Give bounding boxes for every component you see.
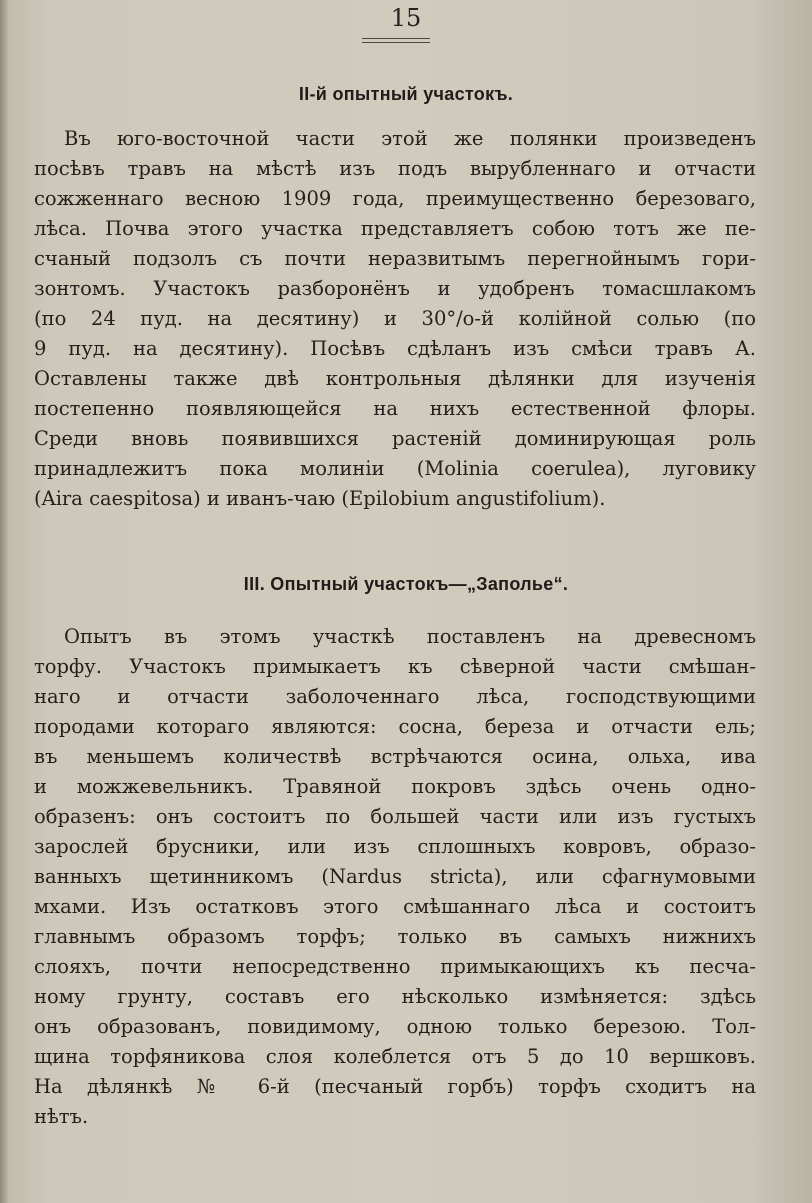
text-line: постепенно появляющейся на нихъ естественной флоры. [34, 397, 756, 420]
text-line: мхами. Изъ остатковъ этого смѣшаннаго лѣса и состоитъ [34, 895, 756, 918]
text-line: (Aira caespitosa) и иванъ-чаю (Epilobium angustifolium). [34, 487, 606, 510]
text-line: образенъ: онъ состоитъ по большей части или изъ густыхъ [34, 805, 756, 828]
text-line: щина торфяникова слоя колеблется отъ 5 до 10 вершковъ. [34, 1045, 756, 1068]
page-number-rule-lower [362, 42, 430, 43]
text-line: сожженнаго весною 1909 года, преимущественно березоваго, [34, 187, 756, 210]
text-line: нѣтъ. [34, 1105, 89, 1128]
text-line: (по 24 пуд. на десятину) и 30°/о-й колійной солью (по [34, 307, 756, 330]
text-line: торфу. Участокъ примыкаетъ къ сѣверной части смѣшан- [34, 655, 756, 678]
text-line: онъ образованъ, повидимому, одною только березою. Тол- [34, 1015, 756, 1038]
section-heading-iii: III. Опытный участокъ—„Заполье“. [243, 574, 569, 594]
text-line: Оставлены также двѣ контрольныя дѣлянки для изученія [34, 367, 756, 390]
text-line: Опытъ въ этомъ участкѣ поставленъ на древесномъ [64, 625, 756, 648]
text-line: ному грунту, составъ его нѣсколько измѣняется: здѣсь [34, 985, 756, 1008]
text-line: зарослей брусники, или изъ сплошныхъ ковровъ, образо- [34, 835, 756, 858]
text-line: зонтомъ. Участокъ разборонёнъ и удобренъ томасшлакомъ [34, 277, 756, 300]
text-line: счаный подзолъ съ почти неразвитымъ перегнойнымъ гори- [34, 247, 756, 270]
page-number-rule-upper [362, 38, 430, 39]
text-line: ванныхъ щетинникомъ (Nardus stricta), или сфагнумовыми [34, 865, 756, 888]
text-line: Среди вновь появившихся растеній доминирующая роль [34, 427, 756, 450]
text-line: лѣса. Почва этого участка представляетъ собою тотъ же пе- [34, 217, 756, 240]
section-ii-paragraph [34, 124, 756, 514]
book-spine-shadow [0, 0, 8, 1203]
text-line: и можжевельникъ. Травяной покровъ здѣсь очень одно- [34, 775, 756, 798]
text-line: На дѣлянкѣ № 6-й (песчаный горбъ) торфъ сходитъ на [34, 1075, 756, 1098]
text-line: Въ юго-восточной части этой же полянки произведенъ [64, 127, 756, 150]
text-line: наго и отчасти заболоченнаго лѣса, господствующими [34, 685, 756, 708]
page-number: 15 [390, 4, 422, 32]
text-line: въ меньшемъ количествѣ встрѣчаются осина, ольха, ива [34, 745, 756, 768]
text-line: 9 пуд. на десятину). Посѣвъ сдѣланъ изъ смѣси травъ А. [34, 337, 756, 360]
section-iii-paragraph [34, 622, 756, 1132]
section-heading-ii: II-й опытный участокъ. [298, 84, 514, 104]
text-line: слояхъ, почти непосредственно примыкающихъ къ песча- [34, 955, 756, 978]
text-line: посѣвъ травъ на мѣстѣ изъ подъ вырубленнаго и отчасти [34, 157, 756, 180]
text-line: главнымъ образомъ торфъ; только въ самыхъ нижнихъ [34, 925, 756, 948]
text-line: принадлежитъ пока молиніи (Molinia coerulea), луговику [34, 457, 756, 480]
text-line: породами котораго являются: сосна, береза и отчасти ель; [34, 715, 756, 738]
